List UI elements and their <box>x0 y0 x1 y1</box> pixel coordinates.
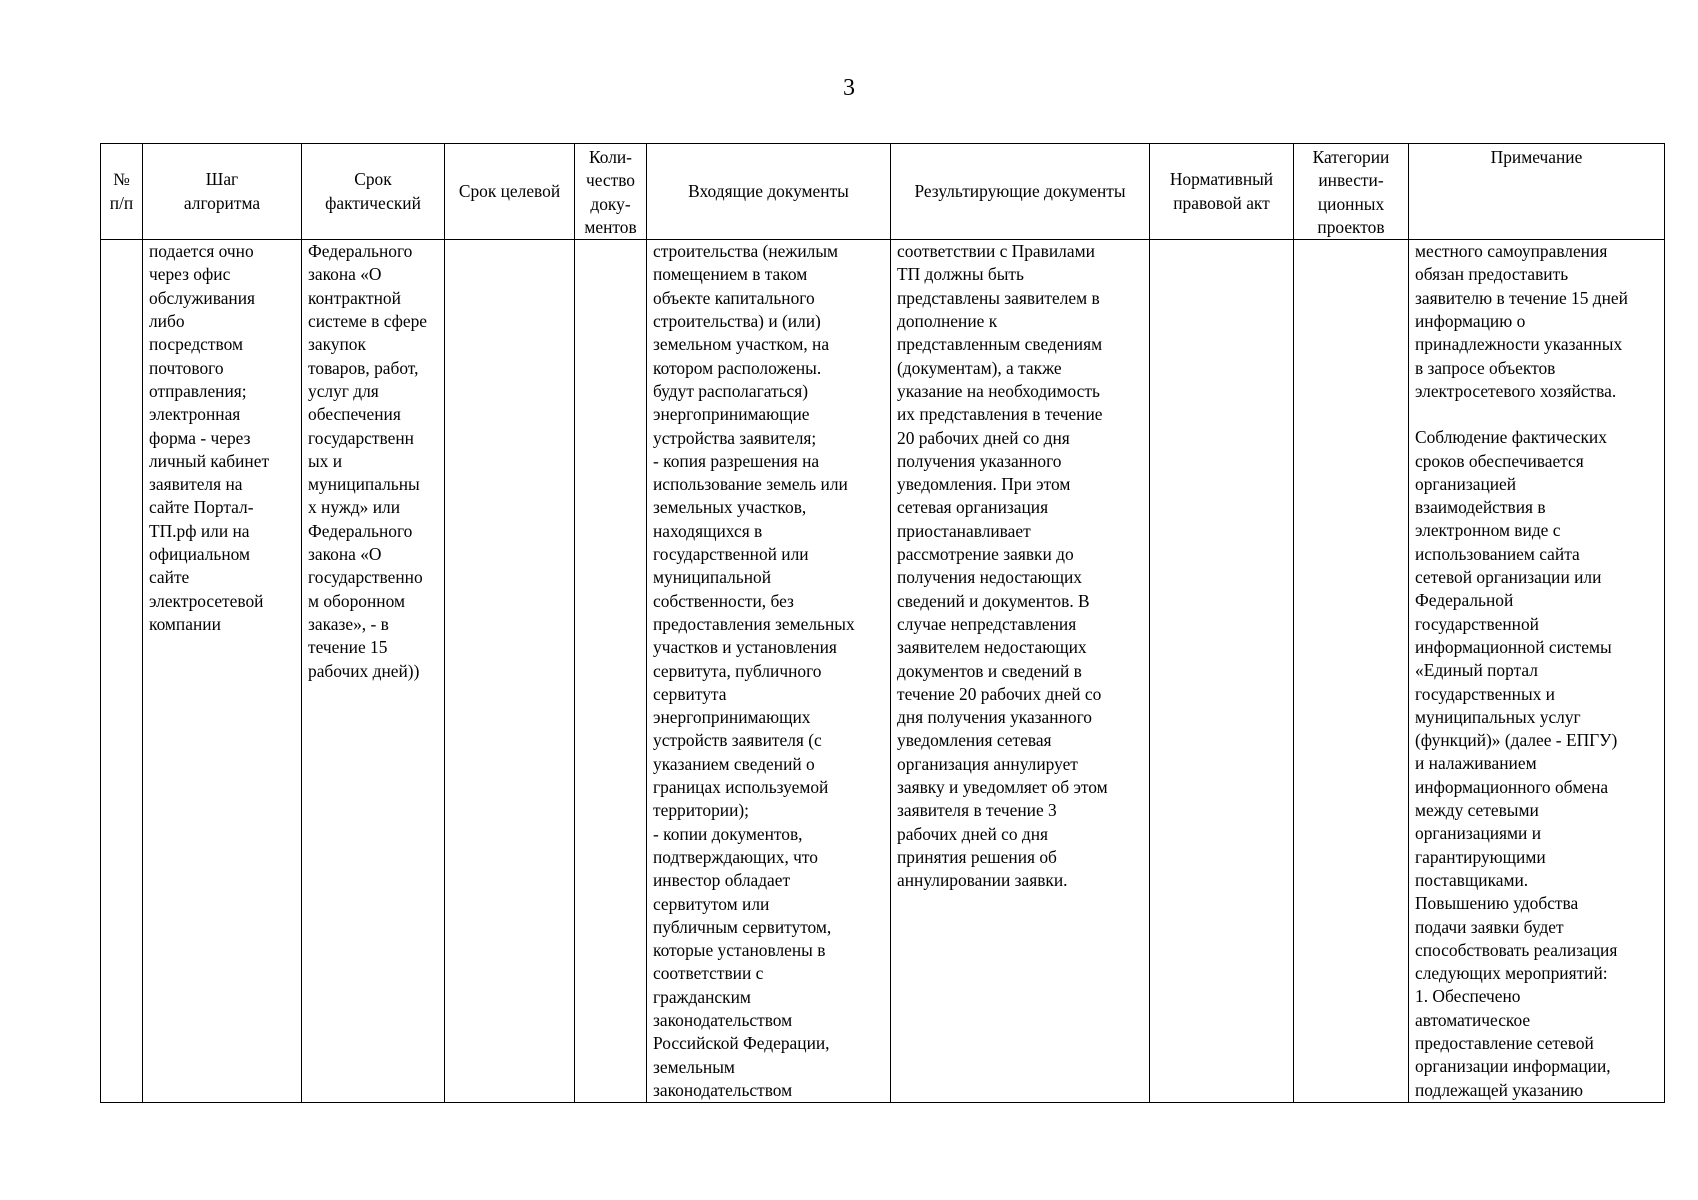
cell-note <box>1409 240 1665 1103</box>
cell-doc-count <box>575 240 647 1103</box>
page-number: 3 <box>843 75 855 101</box>
header-categories: Категории инвести- ционных проектов <box>1294 144 1409 240</box>
header-actual-term: Срок фактический <box>302 144 445 240</box>
table-row <box>101 240 1665 1103</box>
note-paragraph-1: местного самоуправления обязан предоставить заявителю в течение 15 дней информацию о принадлежности указанных в запросе объектов электросетевого хозяйства. <box>1415 241 1628 401</box>
header-note: Примечание <box>1409 144 1665 240</box>
cell-target-term <box>445 240 575 1103</box>
cell-legal-act <box>1150 240 1294 1103</box>
cell-categories <box>1294 240 1409 1103</box>
algorithm-table <box>100 143 1665 1103</box>
table-header <box>101 144 1665 240</box>
header-num: № п/п <box>101 144 143 240</box>
cell-incoming-docs: строительства (нежилым помещением в таком объекте капитального строительства) и (или) земельном участком, на котором расположены. будут располагаться) энергопринимающие устройства заявителя; - копия разрешения на использование земель или земельных участков, находящихся в государственной или муниципальной собственности, без предоставления земельных участков и установления сервитута, публичного сервитута энергопринимающих устройств заявителя (с указанием сведений о границах используемой территории); - копии документов, подтверждающих, что инвестор обладает сервитутом или публичным сервитутом, которые установлены в соответствии с гражданским законодательством Российской Федерации, земельным законодательством <box>647 240 891 1103</box>
header-target-term: Срок целевой <box>445 144 575 240</box>
header-incoming-docs: Входящие документы <box>647 144 891 240</box>
cell-actual-term: Федерального закона «О контрактной системе в сфере закупок товаров, работ, услуг для обеспечения государственн ых и муниципальны х нужд» или Федерального закона «О государственно м оборонном заказе», - в течение 15 рабочих дней)) <box>302 240 445 1103</box>
cell-step: подается очно через офис обслуживания либо посредством почтового отправления; электронная форма - через личный кабинет заявителя на сайте Портал- ТП.рф или на официальном сайте электросетевой компании <box>143 240 302 1103</box>
note-paragraph-2: Соблюдение фактических сроков обеспечивается организацией взаимодействия в электронном виде с использованием сайта сетевой организации или Федеральной государственной информационной системы «Единый портал государственных и муниципальных услуг (функций)» (далее - ЕПГУ) и налаживанием информационного обмена между сетевыми организациями и гарантирующими поставщиками. Повышению удобства подачи заявки будет способствовать реализация следующих мероприятий: 1. Обеспечено автоматическое предоставление сетевой организации информации, подлежащей указанию <box>1415 427 1618 1100</box>
header-doc-count: Коли- чество доку- ментов <box>575 144 647 240</box>
header-row <box>101 144 1665 240</box>
cell-resulting-docs: соответствии с Правилами ТП должны быть представлены заявителем в дополнение к представленным сведениям (документам), а также указание на необходимость их представления в течение 20 рабочих дней со дня получения указанного уведомления. При этом сетевая организация приостанавливает рассмотрение заявки до получения недостающих сведений и документов. В случае непредставления заявителем недостающих документов и сведений в течение 20 рабочих дней со дня получения указанного уведомления сетевая организация аннулирует заявку и уведомляет об этом заявителя в течение 3 рабочих дней со дня принятия решения об аннулировании заявки. <box>891 240 1150 1103</box>
header-resulting-docs: Результирующие документы <box>891 144 1150 240</box>
header-step: Шаг алгоритма <box>143 144 302 240</box>
header-legal-act: Нормативный правовой акт <box>1150 144 1294 240</box>
note-spacer <box>1415 403 1662 426</box>
cell-num <box>101 240 143 1103</box>
